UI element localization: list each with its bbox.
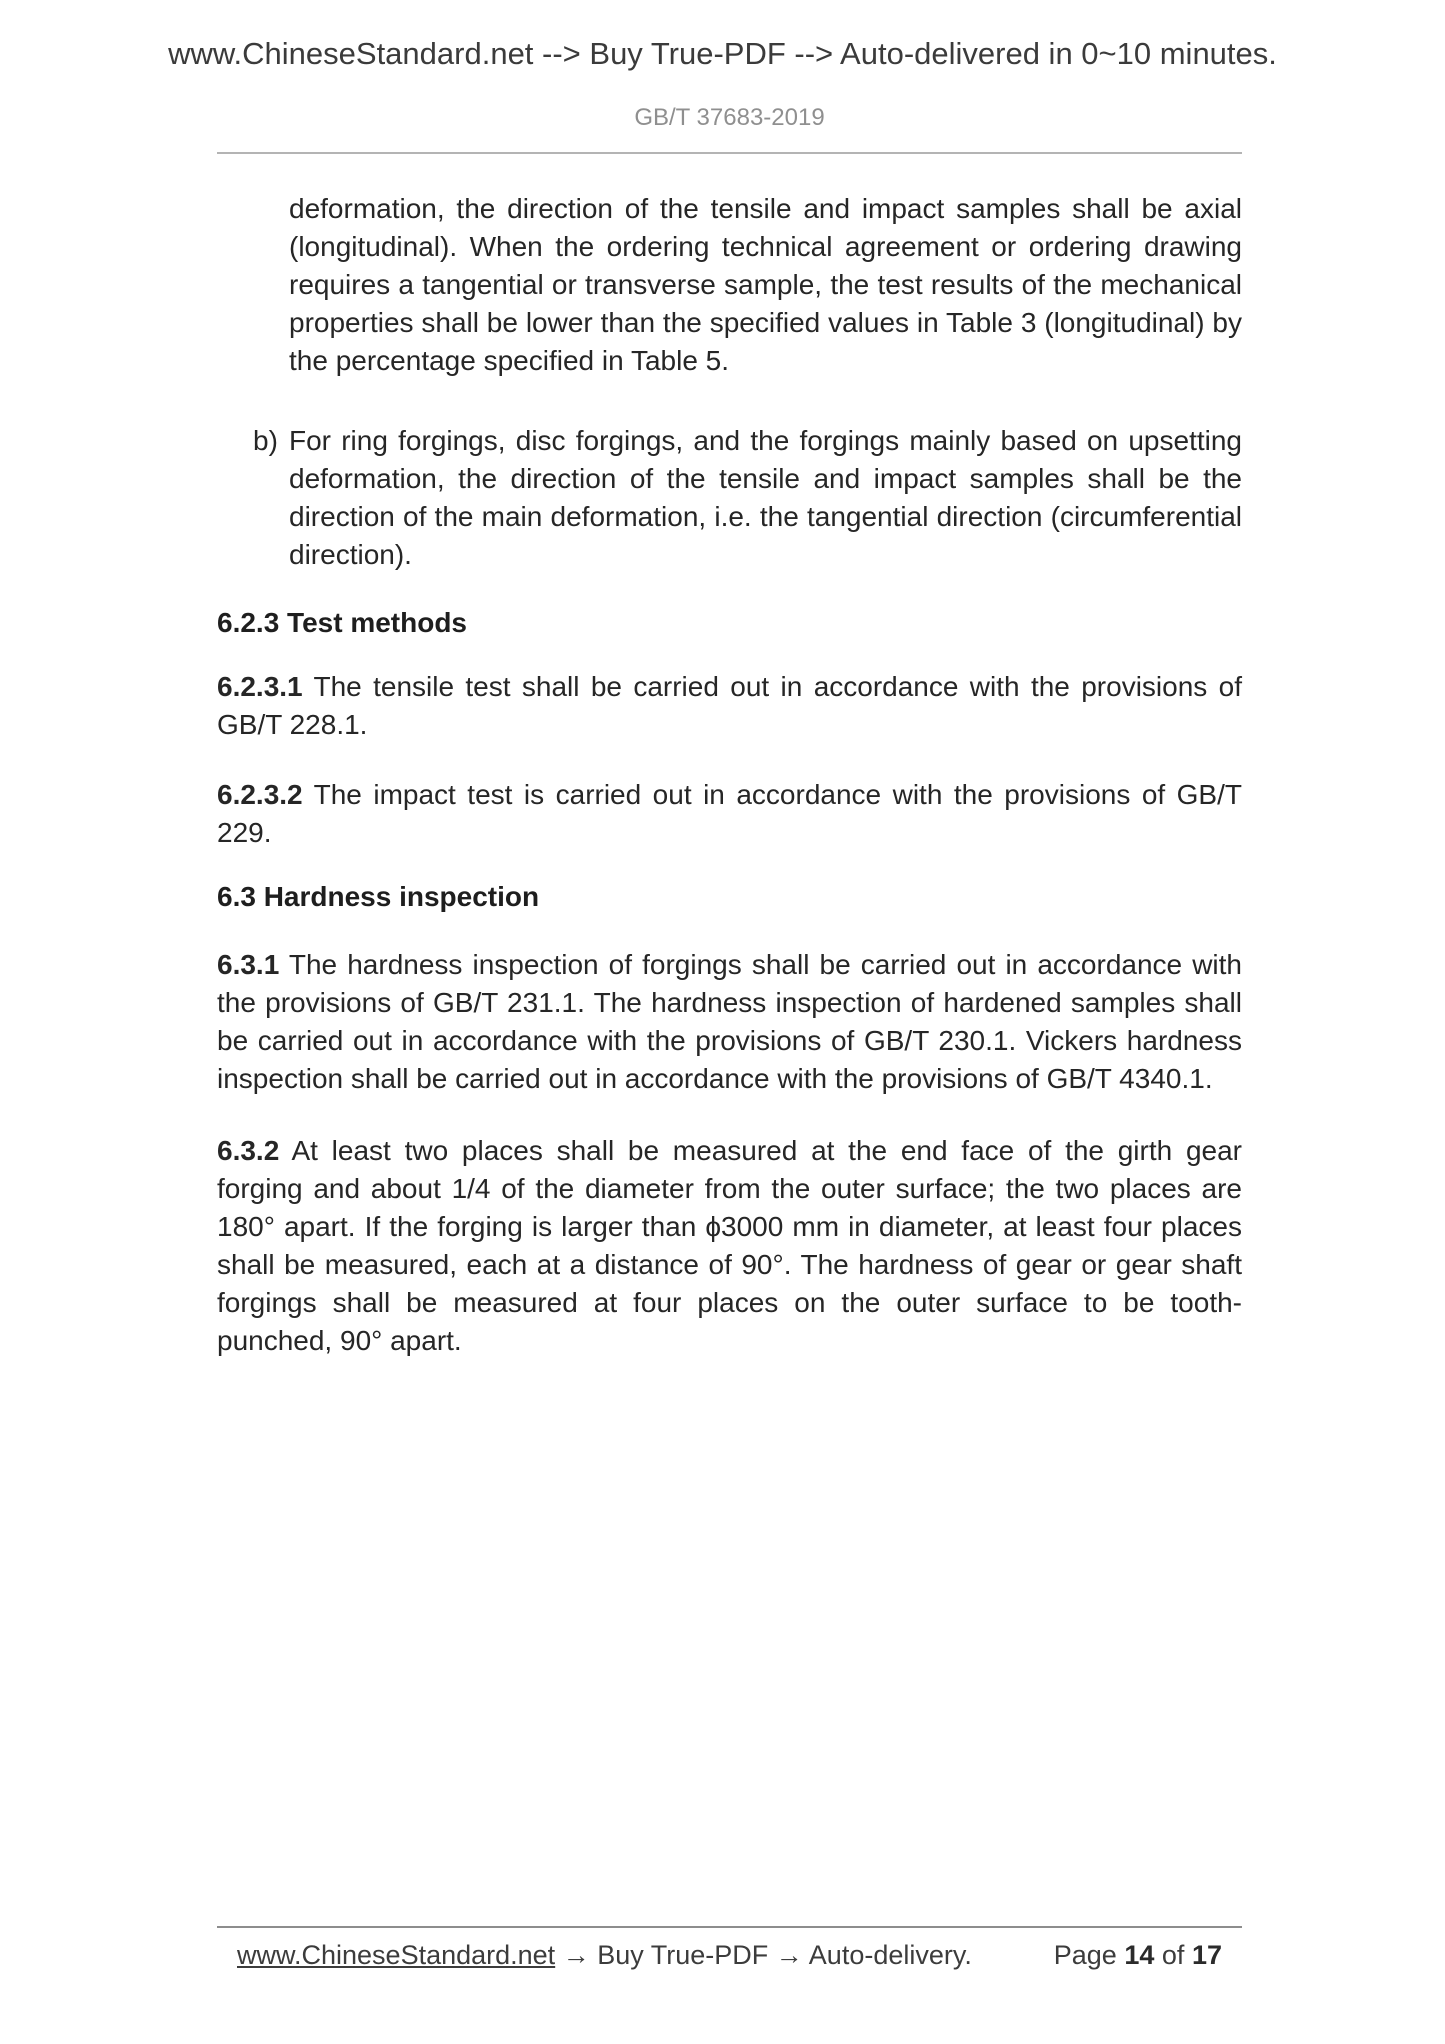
arrow-icon: →	[775, 1940, 803, 1970]
paragraph-6-3-2	[217, 1132, 1242, 1360]
clause-number-6-2-3-1: 6.2.3.1	[217, 671, 303, 702]
list-text-b: For ring forgings, disc forgings, and the forgings mainly based on upsetting deformation, the direction of the tensile and impact samples shall be the direction of the main deformation, i.e. the tangential direction (circumferential direction).	[289, 425, 1242, 570]
clause-text-6-3-2: At least two places shall be measured at the end face of the girth gear forging and about 1/4 of the diameter from the outer surface; the two places are 180° apart. If the forging is larger than ϕ3000 mm in diameter, at least four places shall be measured, each at a distance of 90°. The hardness of gear or gear shaft forgings shall be measured at four places on the outer surface to be tooth-punched, 90° apart.	[217, 1135, 1242, 1356]
list-marker-b: b)	[253, 425, 278, 456]
heading-6-3: 6.3 Hardness inspection	[217, 881, 540, 912]
clause-text-6-3-1: The hardness inspection of forgings shall be carried out in accordance with the provisions of GB/T 231.1. The hardness inspection of hardened samples shall be carried out in accordance with the provisions of GB/T 230.1. Vickers hardness inspection shall be carried out in accordance with the provisions of GB/T 4340.1.	[217, 949, 1242, 1094]
page-total-number: 17	[1191, 1940, 1222, 1970]
footer-site-link[interactable]: www.ChineseStandard.net	[237, 1940, 556, 1970]
footer-delivery-text: Auto-delivery.	[808, 1940, 972, 1970]
page-label: Page	[1053, 1940, 1117, 1970]
footer-info	[237, 1940, 972, 1971]
doc-number: GB/T 37683-2019	[634, 104, 825, 131]
footer-buy-text: Buy True-PDF	[597, 1940, 769, 1970]
clause-text-6-2-3-1: The tensile test shall be carried out in accordance with the provisions of GB/T 228.1.	[217, 671, 1242, 740]
list-item-b	[217, 422, 1242, 574]
footer-row	[217, 1940, 1242, 1971]
heading-6-2-3: 6.2.3 Test methods	[217, 607, 468, 638]
clause-number-6-2-3-2: 6.2.3.2	[217, 779, 303, 810]
clause-text-6-2-3-2: The impact test is carried out in accordance with the provisions of GB/T 229.	[217, 779, 1242, 848]
paragraph-6-2-3-2	[217, 776, 1242, 852]
page-footer	[217, 1926, 1242, 1971]
paragraph-a-continuation: deformation, the direction of the tensile and impact samples shall be axial (longitudinal). When the ordering technical agreement or ordering drawing requires a tangential or transverse sample, the test results of the mechanical properties shall be lower than the specified values in Table 3 (longitudinal) by the percentage specified in Table 5.	[289, 193, 1242, 376]
arrow-icon: →	[562, 1940, 590, 1970]
of-label: of	[1161, 1940, 1185, 1970]
footer-page-indicator	[1054, 1940, 1222, 1971]
header-divider	[217, 152, 1242, 154]
document-body	[217, 190, 1242, 1360]
header-banner: www.ChineseStandard.net --> Buy True-PDF --> Auto-delivered in 0~10 minutes.	[168, 36, 1277, 71]
page-current-number: 14	[1124, 1940, 1155, 1970]
paragraph-6-2-3-1	[217, 668, 1242, 744]
clause-number-6-3-2: 6.3.2	[217, 1135, 280, 1166]
paragraph-6-3-1	[217, 946, 1242, 1098]
clause-number-6-3-1: 6.3.1	[217, 949, 280, 980]
